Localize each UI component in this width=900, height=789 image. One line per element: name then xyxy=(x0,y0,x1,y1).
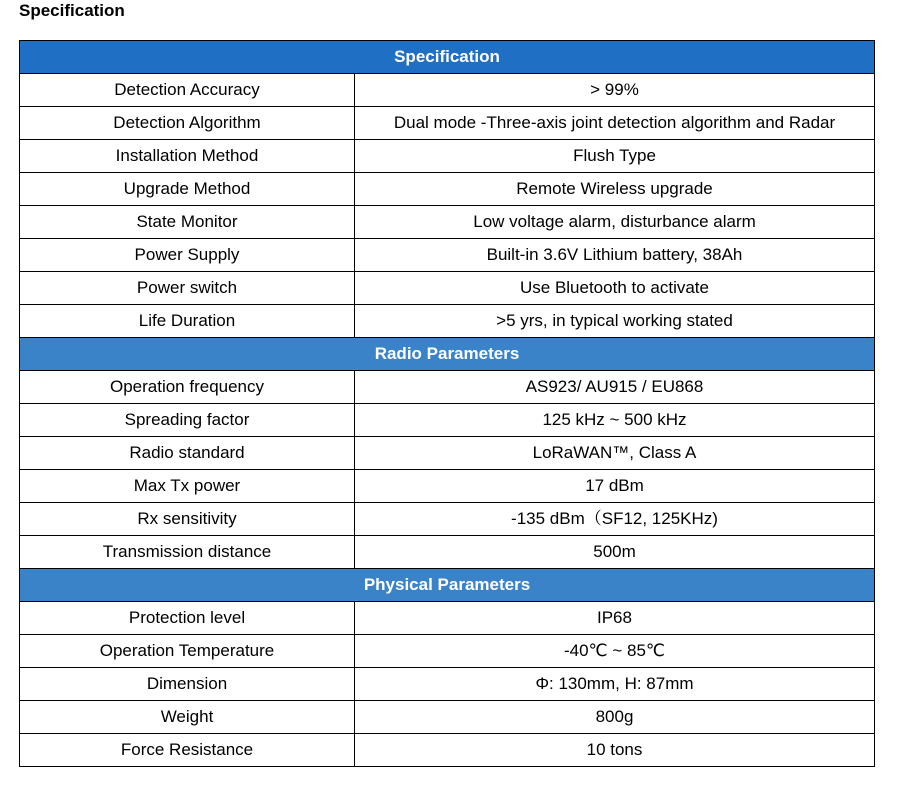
row-value: > 99% xyxy=(355,74,875,107)
table-row xyxy=(20,701,875,734)
table-row xyxy=(20,173,875,206)
row-value: >5 yrs, in typical working stated xyxy=(355,305,875,338)
table-row xyxy=(20,470,875,503)
row-value: LoRaWAN™, Class A xyxy=(355,437,875,470)
section-header-radio-parameters xyxy=(20,338,875,371)
table-row xyxy=(20,404,875,437)
table-row xyxy=(20,107,875,140)
row-value: Low voltage alarm, disturbance alarm xyxy=(355,206,875,239)
row-label: Dimension xyxy=(20,668,355,701)
row-label: Installation Method xyxy=(20,140,355,173)
row-label: Detection Accuracy xyxy=(20,74,355,107)
row-value: 800g xyxy=(355,701,875,734)
row-label: Spreading factor xyxy=(20,404,355,437)
row-value: Use Bluetooth to activate xyxy=(355,272,875,305)
row-value: 17 dBm xyxy=(355,470,875,503)
row-label: Force Resistance xyxy=(20,734,355,767)
row-label: Protection level xyxy=(20,602,355,635)
section-header-specification xyxy=(20,41,875,74)
table-row xyxy=(20,305,875,338)
section-title: Specification xyxy=(20,41,875,74)
row-label: Weight xyxy=(20,701,355,734)
row-label: Radio standard xyxy=(20,437,355,470)
document-heading: Specification xyxy=(19,1,125,20)
table-row xyxy=(20,140,875,173)
table-row xyxy=(20,635,875,668)
table-row xyxy=(20,206,875,239)
row-label: Detection Algorithm xyxy=(20,107,355,140)
row-label: Rx sensitivity xyxy=(20,503,355,536)
row-label: Power switch xyxy=(20,272,355,305)
table-row xyxy=(20,272,875,305)
row-label: Transmission distance xyxy=(20,536,355,569)
row-label: Power Supply xyxy=(20,239,355,272)
table-row xyxy=(20,74,875,107)
table-row xyxy=(20,668,875,701)
row-value: IP68 xyxy=(355,602,875,635)
table-row xyxy=(20,239,875,272)
table-row xyxy=(20,602,875,635)
table-row xyxy=(20,536,875,569)
row-label: State Monitor xyxy=(20,206,355,239)
row-value: Φ: 130mm, H: 87mm xyxy=(355,668,875,701)
row-value: AS923/ AU915 / EU868 xyxy=(355,371,875,404)
row-value: 125 kHz ~ 500 kHz xyxy=(355,404,875,437)
table-row xyxy=(20,437,875,470)
table-row xyxy=(20,503,875,536)
row-value: Dual mode -Three-axis joint detection algorithm and Radar xyxy=(355,107,875,140)
specification-table xyxy=(19,40,875,767)
row-label: Upgrade Method xyxy=(20,173,355,206)
row-value: 500m xyxy=(355,536,875,569)
section-header-physical-parameters xyxy=(20,569,875,602)
row-label: Operation Temperature xyxy=(20,635,355,668)
row-value: -135 dBm（SF12, 125KHz) xyxy=(355,503,875,536)
row-value: Flush Type xyxy=(355,140,875,173)
table-row xyxy=(20,371,875,404)
row-value: Remote Wireless upgrade xyxy=(355,173,875,206)
row-value: Built-in 3.6V Lithium battery, 38Ah xyxy=(355,239,875,272)
table-row xyxy=(20,734,875,767)
section-title: Physical Parameters xyxy=(20,569,875,602)
row-label: Life Duration xyxy=(20,305,355,338)
row-label: Max Tx power xyxy=(20,470,355,503)
row-value: -40℃ ~ 85℃ xyxy=(355,635,875,668)
row-label: Operation frequency xyxy=(20,371,355,404)
row-value: 10 tons xyxy=(355,734,875,767)
section-title: Radio Parameters xyxy=(20,338,875,371)
